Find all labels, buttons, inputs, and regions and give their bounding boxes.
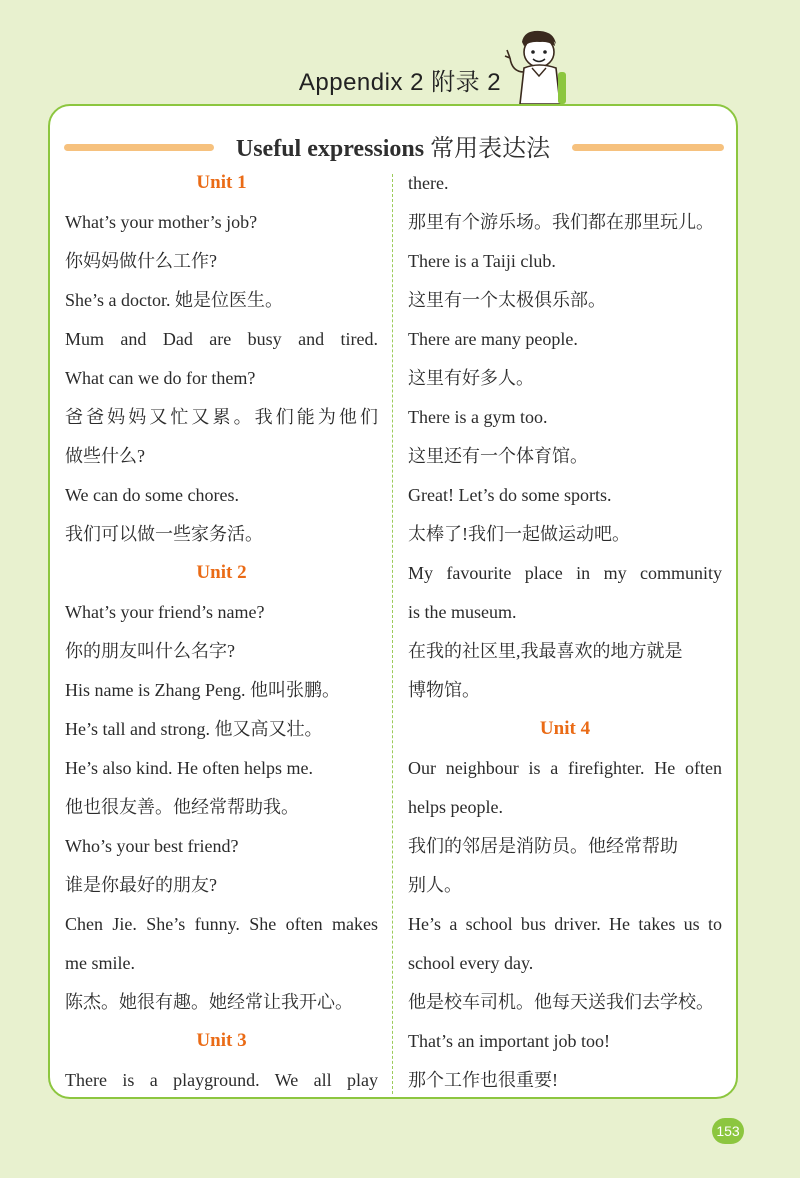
text-line: me smile. xyxy=(65,953,135,973)
expressions-card xyxy=(48,104,738,1099)
text-line: He’s a school bus driver. He takes us to xyxy=(408,914,722,934)
section-title-en: Useful expressions xyxy=(235,136,425,162)
text-line: 谁是你最好的朋友? xyxy=(65,875,217,895)
text-line: He’s also kind. He often helps me. xyxy=(65,758,313,778)
boy-illustration-icon xyxy=(502,28,574,106)
text-line: helps people. xyxy=(408,797,503,817)
text-line: 这里有好多人。 xyxy=(408,368,534,388)
text-line: 做些什么? xyxy=(65,446,145,466)
text-line: We can do some chores. xyxy=(65,485,239,505)
text-line: Who’s your best friend? xyxy=(65,836,239,856)
text-line: 他是校车司机。他每天送我们去学校。 xyxy=(408,992,714,1012)
unit-heading: Unit 3 xyxy=(196,1030,247,1051)
text-line: He’s tall and strong. 他又高又壮。 xyxy=(65,719,323,739)
text-line: My favourite place in my community xyxy=(408,563,722,583)
text-line: 你妈妈做什么工作? xyxy=(65,251,217,271)
text-line: Mum and Dad are busy and tired. xyxy=(65,329,378,349)
text-line: What’s your friend’s name? xyxy=(65,602,265,622)
text-line: 在我的社区里,我最喜欢的地方就是 xyxy=(408,641,683,661)
text-line: There is a playground. We all play xyxy=(65,1070,378,1090)
unit-heading: Unit 1 xyxy=(196,172,247,193)
text-line: What can we do for them? xyxy=(65,368,256,388)
text-line: 那个工作也很重要! xyxy=(408,1070,558,1090)
text-line: There is a gym too. xyxy=(408,407,548,427)
text-line: there. xyxy=(408,173,449,193)
text-line: 这里还有一个体育馆。 xyxy=(408,446,588,466)
heading-bar-right xyxy=(572,144,724,151)
text-line: is the museum. xyxy=(408,602,517,622)
text-line: 太棒了!我们一起做运动吧。 xyxy=(408,524,630,544)
text-line: 别人。 xyxy=(408,875,462,895)
unit-heading: Unit 2 xyxy=(196,562,247,583)
appendix-title: Appendix 2 附录 2 xyxy=(298,69,502,96)
text-line: 我们的邻居是消防员。他经常帮助 xyxy=(408,836,678,856)
text-line: 爸爸妈妈又忙又累。我们能为他们 xyxy=(65,407,378,427)
text-line: 他也很友善。他经常帮助我。 xyxy=(65,797,299,817)
text-line: school every day. xyxy=(408,953,534,973)
text-line: 这里有一个太极俱乐部。 xyxy=(408,290,606,310)
text-line: There is a Taiji club. xyxy=(408,251,556,271)
section-title-zh: 常用表达法 xyxy=(430,136,551,162)
text-line: That’s an important job too! xyxy=(408,1031,610,1051)
text-line: Our neighbour is a firefighter. He often xyxy=(408,758,722,778)
unit-heading: Unit 4 xyxy=(539,718,591,739)
text-line: 那里有个游乐场。我们都在那里玩儿。 xyxy=(408,212,714,232)
text-line: 你的朋友叫什么名字? xyxy=(65,641,235,661)
page-header xyxy=(0,0,800,110)
text-line: What’s your mother’s job? xyxy=(65,212,258,232)
text-line: Great! Let’s do some sports. xyxy=(408,485,612,505)
text-line: 我们可以做一些家务活。 xyxy=(65,524,263,544)
column-divider xyxy=(392,174,393,1094)
text-line: There are many people. xyxy=(408,329,578,349)
text-line: 陈杰。她很有趣。她经常让我开心。 xyxy=(65,992,353,1012)
page-number: 153 xyxy=(712,1118,744,1144)
text-line: Chen Jie. She’s funny. She often makes xyxy=(65,914,378,934)
text-line: His name is Zhang Peng. 他叫张鹏。 xyxy=(65,680,340,700)
text-line: She’s a doctor. 她是位医生。 xyxy=(65,290,283,310)
text-line: 博物馆。 xyxy=(408,680,480,700)
